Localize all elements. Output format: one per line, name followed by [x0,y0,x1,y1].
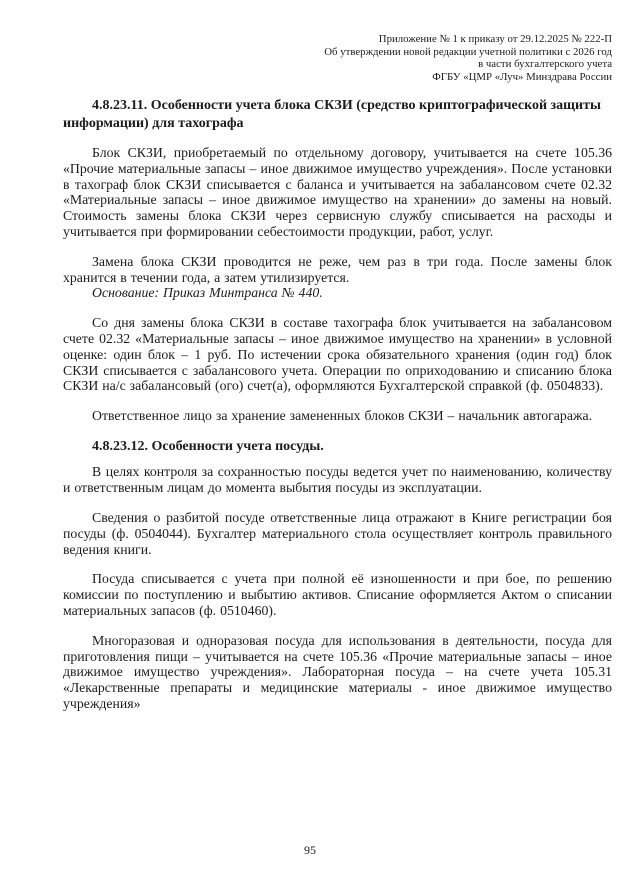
paragraph-skzi-offbalance: Со дня замены блока СКЗИ в составе тахографа блок учитывается на забалансовом счете 02.32 «Материальные запасы – иное движимое имущество на хранении» в условной оценке: один блок – 1 руб. По истечении срока обязательного хранения (один год) блок СКЗИ списывается с забалансового учета. Операции по оприходованию и списанию блока СКЗИ на/с забалансовый (ого) счет(а), оформляются Бухгалтерской справкой (ф. 0504833). [63,315,612,394]
paragraph-dishes-writeoff: Посуда списывается с учета при полной её изношенности и при бое, по решению комиссии по поступлению и выбытию активов. Списание оформляется Актом о списании материальных запасов (ф. 0510460). [63,571,612,619]
document-header [63,33,612,83]
paragraph-skzi-responsible: Ответственное лицо за хранение замененных блоков СКЗИ – начальник автогаража. [92,408,593,424]
header-line-approval: Об утверждении новой редакции учетной политики с 2026 год [324,45,612,58]
paragraph-skzi-replacement: Замена блока СКЗИ проводится не реже, чем раз в три года. После замены блок хранится в течении года, а затем утилизируется. [63,253,612,285]
paragraph-skzi-basis: Основание: Приказ Минтранса № 440. [92,285,323,301]
header-line-appendix: Приложение № 1 к приказу от 29.12.2025 № 222-П [378,33,612,45]
header-line-organization: ФГБУ «ЦМР «Луч» Минздрава России [432,70,612,83]
paragraph-dishes-breakage-book: Сведения о разбитой посуде ответственные лица отражают в Книге регистрации боя посуды (ф. 0504044). Бухгалтер материального стола осуществляет контроль правильного ведения книги. [63,510,612,557]
page-number: 95 [304,843,316,857]
document-content [63,33,612,726]
paragraph-dishes-control: В целях контроля за сохранностью посуды ведется учет по наименованию, количеству и ответственным лицам до момента выбытия посуды из эксплуатации. [63,464,612,496]
header-line-accounting: в части бухгалтерского учета [478,58,612,70]
section-heading-skzi: 4.8.23.11. Особенности учета блока СКЗИ (средство криптографической защиты информации) для тахографа [63,98,601,131]
paragraph-dishes-accounts: Многоразовая и одноразовая посуда для использования в деятельности, посуда для приготовления пищи – учитывается на счете 105.36 «Прочие материальные запасы – иное движимое имущество учреждения». Лабораторная посуда – на счете учета 105.31 «Лекарственные препараты и медицинские материалы - иное движимое имущество учреждения» [63,632,612,712]
section-heading-dishes: 4.8.23.12. Особенности учета посуды. [92,438,324,454]
paragraph-skzi-acquisition: Блок СКЗИ, приобретаемый по отдельному договору, учитывается на счете 105.36 «Прочие материальные запасы – иное движимое имущество учреждения». После установки в тахограф блок СКЗИ списывается с баланса и учитывается на забалансовом счете 02.32 «Материальные запасы – иное движимое имущество на хранении» до замены на новый. Стоимость замены блока СКЗИ через сервисную службу списывается на расходы и учитывается при формировании себестоимости продукции, работ, услуг. [63,145,612,239]
